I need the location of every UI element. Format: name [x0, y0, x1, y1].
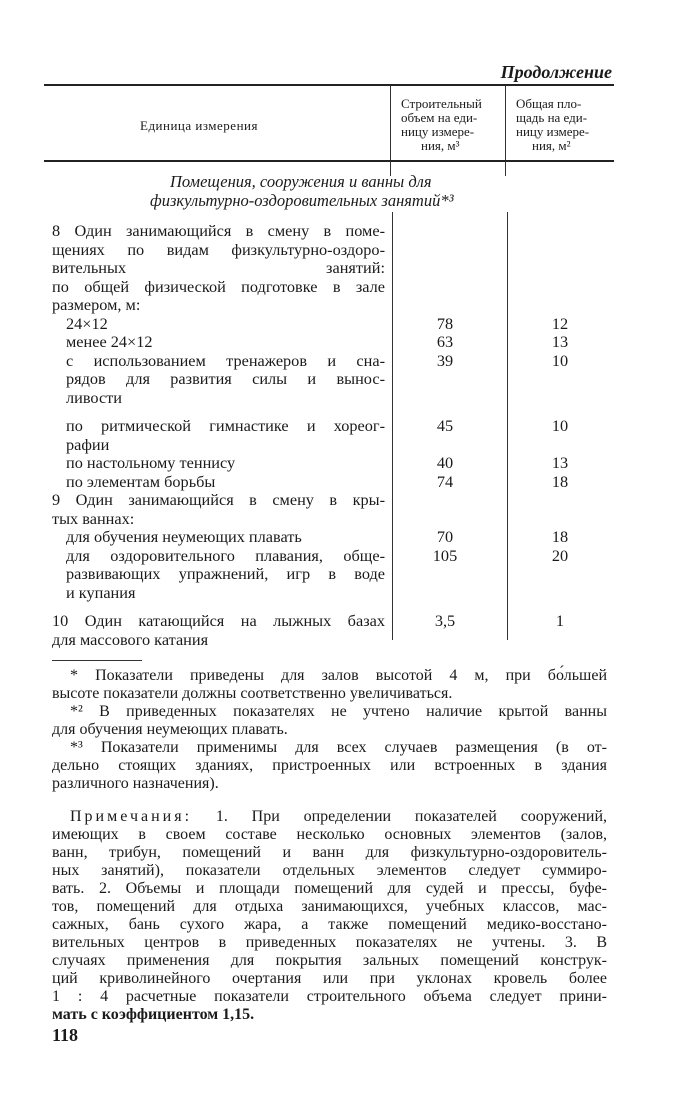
table-row	[52, 528, 632, 547]
table-row	[52, 315, 632, 334]
row-label-line: менее 24×12	[66, 332, 153, 351]
header-area-line: ния, м²	[532, 138, 571, 153]
notes-line: случаях применения для покрытия зальных помещений конструк-	[52, 952, 607, 969]
row-label-line: развивающих упражнений, игр в воде	[66, 564, 385, 583]
notes	[52, 808, 607, 1024]
area-value: 1	[555, 611, 565, 630]
row-label-line: для оздоровительного плавания, обще-	[66, 545, 385, 565]
area-value: 12	[551, 313, 569, 333]
volume-value: 39	[436, 350, 454, 370]
notes-label: Примечания:	[70, 808, 193, 825]
header-volume-line: объем на еди-	[401, 110, 478, 125]
volume-value: 63	[436, 332, 454, 351]
table-row	[52, 612, 632, 649]
header-unit: Единица измерения	[140, 118, 258, 133]
notes-line: вать. 2. Объемы и площади помещений для судей и прессы, буфе-	[52, 880, 607, 897]
notes-line: 1 : 4 расчетные показатели строительного объема следует прини-	[52, 988, 607, 1005]
table-row	[52, 352, 632, 408]
row-label-line: размером, м:	[52, 295, 141, 314]
footnote-line: *² В приведенных показателях не учтено наличие крытой ванны	[70, 703, 607, 720]
area-value: 18	[551, 527, 569, 546]
row-label	[52, 333, 385, 352]
volume-value: 78	[436, 313, 454, 333]
row-label	[52, 315, 385, 334]
footnote	[52, 739, 607, 793]
row-label	[52, 547, 385, 603]
footnote-line: * Показатели приведены для залов высотой 4 м, при бо́льшей	[70, 667, 607, 684]
row-label-line: по общей физической подготовке в зале	[52, 276, 385, 296]
footnote-line: дельно стоящих зданиях, пристроенных или встроенных в здания	[52, 757, 607, 774]
area-value: 18	[551, 471, 569, 491]
row-label	[52, 473, 385, 492]
row-label-line: 24×12	[66, 313, 108, 333]
notes-line: ных занятий), показатели отдельных элементов следует суммиро-	[52, 862, 607, 879]
volume-value: 74	[436, 471, 454, 491]
row-label	[52, 417, 385, 454]
area-value	[505, 222, 615, 315]
footnote-line: для обучения неумеющих плавать.	[52, 721, 288, 738]
header-area-line: щадь на еди-	[516, 110, 588, 125]
volume-value: 40	[436, 453, 454, 472]
header-bottom-rule	[44, 160, 614, 162]
notes-line: ций криволинейного очертания или при уклонах кровель более	[52, 970, 607, 987]
footnote-line: *³ Показатели применимы для всех случаев размещения (в от-	[70, 739, 607, 756]
header-volume-line: ния, м³	[421, 138, 460, 153]
footnotes	[52, 667, 607, 793]
header-volume-line: ницу измере-	[401, 124, 475, 139]
row-label-line: для обучения неумеющих плавать	[66, 527, 302, 546]
notes-line: мать с коэффициентом 1,15.	[52, 1006, 255, 1023]
table-top-rule	[44, 84, 614, 86]
area-value: 20	[551, 545, 569, 565]
section-title-line: физкультурно-оздоровительных занятий*³	[150, 191, 454, 210]
table-row	[52, 417, 632, 454]
header-area-line: Общая пло-	[516, 96, 582, 111]
row-label	[52, 491, 385, 528]
volume-value	[385, 491, 505, 528]
area-value	[505, 491, 615, 528]
header-area-line: ницу измере-	[516, 124, 590, 139]
row-label-line: для массового катания	[52, 629, 209, 649]
header-area	[516, 97, 589, 153]
column-divider	[390, 86, 391, 176]
row-label-line: и купания	[66, 582, 136, 602]
area-value: 13	[551, 332, 569, 351]
row-label-line: вительных занятий:	[52, 258, 385, 277]
row-label-line: рядов для развития силы и вынос-	[66, 369, 385, 388]
row-label-line: по элементам борьбы	[66, 471, 216, 491]
table-row	[52, 454, 632, 473]
volume-value: 3,5	[434, 611, 456, 630]
row-label	[52, 612, 385, 649]
section-title	[150, 172, 510, 210]
table-row	[52, 491, 632, 528]
row-label-line: с использованием тренажеров и сна-	[66, 350, 385, 370]
continuation-label: Продолжение	[500, 62, 612, 82]
row-label	[52, 454, 385, 473]
footnote	[52, 667, 607, 703]
area-value: 10	[551, 350, 569, 370]
column-divider	[505, 86, 506, 176]
row-label-line: ливости	[66, 387, 123, 407]
row-label-line: рафии	[66, 434, 110, 454]
header-volume-line: Строительный	[401, 96, 482, 111]
volume-value: 45	[436, 416, 454, 435]
row-label-line: тых ваннах:	[52, 508, 135, 528]
page-number: 118	[52, 1025, 79, 1045]
footnote-line: различного назначения).	[52, 775, 219, 792]
row-label	[52, 352, 385, 408]
footnote-line: высоте показатели должны соответственно увеличиваться.	[52, 685, 453, 702]
row-label-line: 10 Один катающийся на лыжных базах	[52, 611, 385, 630]
table-row	[52, 547, 632, 603]
table-row	[52, 333, 632, 352]
notes-line: ванн, трибун, помещений и ванн для физкультурно-оздоровитель-	[52, 844, 607, 861]
volume-value: 105	[432, 545, 458, 565]
row-label	[52, 222, 385, 315]
table-body	[52, 222, 632, 649]
area-value: 10	[551, 416, 569, 435]
row-label-line: щениях по видам физкультурно-оздоро-	[52, 239, 385, 259]
notes-line: имеющих в своем составе несколько основных элементов (залов,	[52, 826, 607, 843]
area-value: 13	[551, 453, 569, 472]
row-label-line: по ритмической гимнастике и хореог-	[66, 416, 385, 435]
header-volume	[401, 97, 482, 153]
notes-line-text: 1. При определении показателей сооружений,	[192, 808, 607, 825]
footnote	[52, 703, 607, 739]
row-label	[52, 528, 385, 547]
notes-line	[52, 808, 607, 826]
footnote-rule	[52, 660, 142, 661]
table-row	[52, 473, 632, 492]
notes-line: вительных центров в приведенных показателях не учтены. 3. В	[52, 934, 607, 951]
table-row	[52, 222, 632, 315]
notes-line: тов, помещений для отдыха занимающихся, учебных классов, мас-	[52, 898, 607, 915]
volume-value	[385, 222, 505, 315]
row-label-line: 8 Один занимающийся в смену в поме-	[52, 221, 385, 240]
volume-value: 70	[436, 527, 454, 546]
section-title-line: Помещения, сооружения и ванны для	[170, 172, 432, 191]
notes-line: сажных, бань сухого жара, а также помещений медико-восстано-	[52, 916, 607, 933]
row-label-line: по настольному теннису	[66, 453, 236, 472]
row-label-line: 9 Один занимающийся в смену в кры-	[52, 490, 385, 509]
